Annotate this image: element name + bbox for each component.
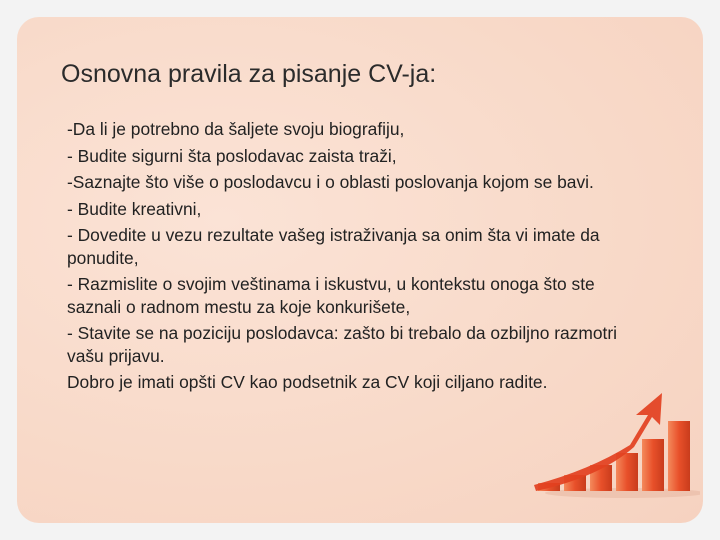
list-item: - Dovedite u vezu rezultate vašeg istraživanja sa onim šta vi imate da ponudite, [67,225,600,268]
list-item: -Saznajte što više o poslodavcu i o oblasti poslovanja kojom se bavi. [67,172,594,192]
list-item: - Budite sigurni šta poslodavac zaista traži, [67,145,397,166]
slide-title: Osnovna pravila za pisanje CV-ja: [61,60,437,88]
list-item: Dobro je imati opšti CV kao podsetnik za CV koji ciljano radite. [67,372,548,392]
list-item: - Razmislite o svojim veštinama i iskustvu, u kontekstu onoga što ste saznali o radnom mestu za koje konkurišete, [67,274,595,317]
growth-chart-icon [530,385,700,500]
list-item: -Da li je potrebno da šaljete svoju biografiju, [67,119,405,139]
list-item: - Stavite se na poziciju poslodavca: zašto bi trebalo da ozbiljno razmotri vašu prijavu. [67,323,618,366]
slide-body [67,118,637,398]
list-item: - Budite kreativni, [67,198,202,219]
